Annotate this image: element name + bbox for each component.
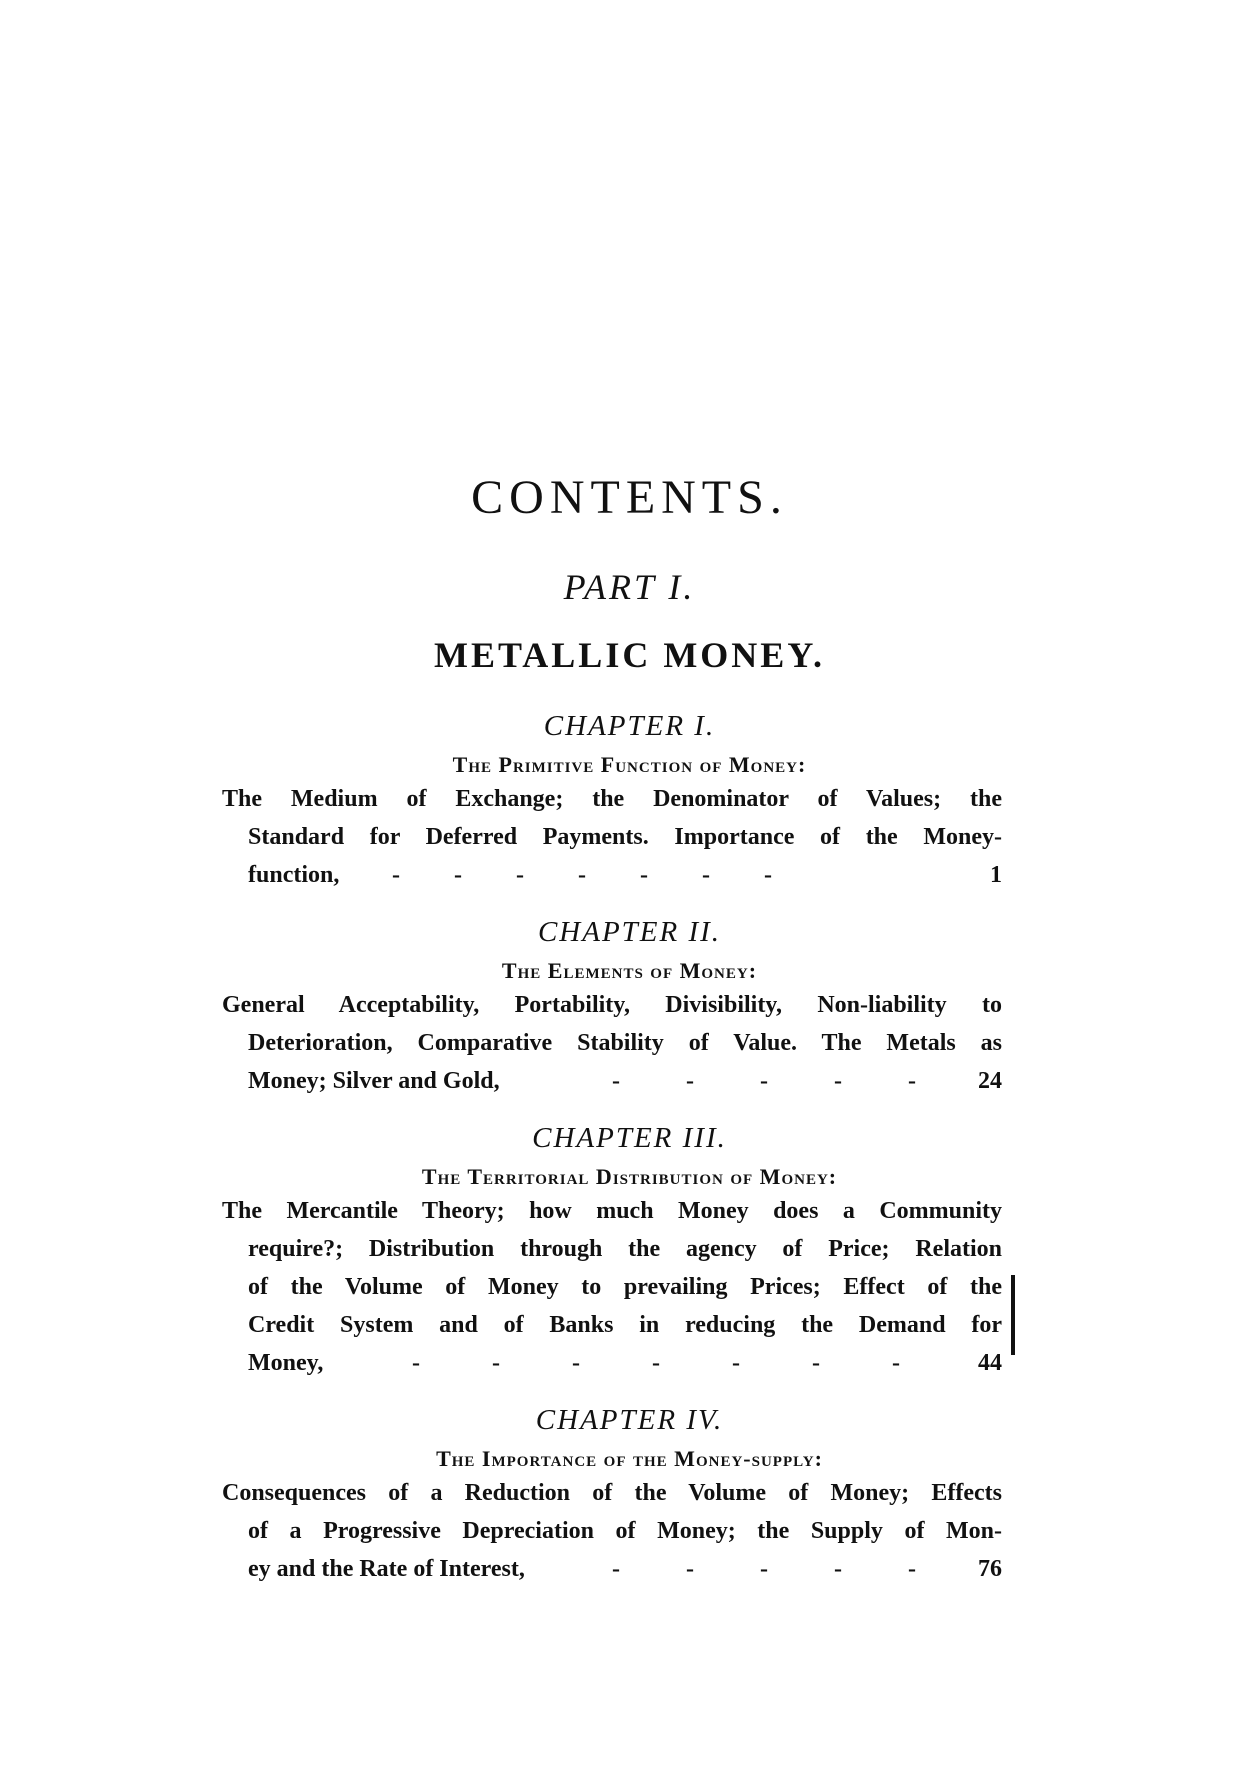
- summary-line: require?; Distribution through the agency of Price; Relation: [248, 1236, 1002, 1262]
- part-label: PART I.: [563, 567, 696, 607]
- summary-last-line: [222, 1062, 1002, 1100]
- summary-last-line: [222, 856, 1002, 894]
- summary-line: Standard for Deferred Payments. Importance of the Money-: [248, 824, 1002, 850]
- chapter-summary: [222, 780, 1002, 894]
- chapter-heading: CHAPTER I.: [543, 710, 716, 742]
- chapter-summary: [222, 1474, 1002, 1588]
- summary-line: General Acceptability, Portability, Divisibility, Non-liability to: [222, 992, 1002, 1018]
- summary-line: of the Volume of Money to prevailing Prices; Effect of the: [248, 1274, 1002, 1300]
- chapter-summary: [222, 1192, 1002, 1382]
- dot-leader: - - - - -: [612, 1068, 916, 1094]
- summary-line: Deterioration, Comparative Stability of Value. The Metals as: [248, 1030, 1002, 1056]
- chapter-title: The Primitive Function of Money:: [452, 752, 807, 777]
- margin-mark: [1011, 1275, 1015, 1355]
- chapter-summary: [222, 986, 1002, 1100]
- page-number: 76: [978, 1556, 1002, 1582]
- summary-line: The Mercantile Theory; how much Money does a Community: [222, 1198, 1002, 1224]
- part-subtitle: METALLIC MONEY.: [433, 635, 826, 675]
- summary-line: ey and the Rate of Interest,: [248, 1556, 525, 1582]
- chapter-title: The Territorial Distribution of Money:: [421, 1164, 838, 1189]
- summary-line: function,: [248, 862, 340, 888]
- summary-line: Money; Silver and Gold,: [248, 1068, 500, 1094]
- chapter-title: The Importance of the Money-supply:: [436, 1446, 823, 1471]
- page-number: 24: [978, 1068, 1002, 1094]
- chapter-heading: CHAPTER II.: [537, 916, 722, 948]
- chapter-title: The Elements of Money:: [501, 958, 758, 983]
- chapter-heading: CHAPTER III.: [532, 1122, 727, 1154]
- summary-last-line: [222, 1550, 1002, 1588]
- page-number: 44: [978, 1350, 1002, 1376]
- dot-leader: - - - - -: [612, 1556, 916, 1582]
- summary-line: Money,: [248, 1350, 324, 1376]
- page-number: 1: [990, 862, 1002, 888]
- contents-title: CONTENTS.: [471, 471, 788, 524]
- dot-leader: - - - - - - -: [412, 1350, 900, 1376]
- summary-line: Credit System and of Banks in reducing the Demand for: [248, 1312, 1002, 1338]
- summary-line: Consequences of a Reduction of the Volume of Money; Effects: [222, 1480, 1002, 1506]
- summary-last-line: [222, 1344, 1002, 1382]
- summary-line: The Medium of Exchange; the Denominator of Values; the: [222, 786, 1002, 812]
- summary-line: of a Progressive Depreciation of Money; the Supply of Mon-: [248, 1518, 1002, 1544]
- chapter-heading: CHAPTER IV.: [535, 1404, 724, 1436]
- dot-leader: - - - - - - -: [392, 862, 772, 888]
